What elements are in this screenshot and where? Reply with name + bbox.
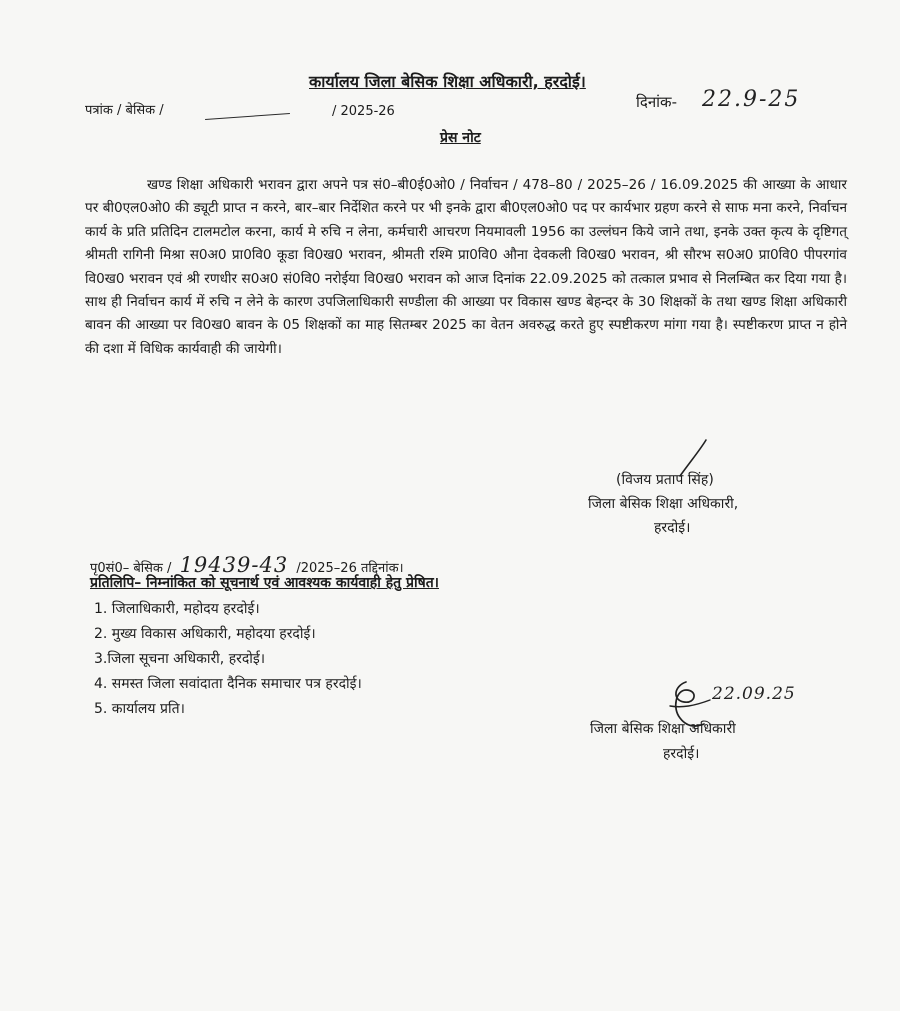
copy-list-item: 1. जिलाधिकारी, महोदय हरदोई। [94, 601, 260, 617]
endorsement-suffix: /2025–26 तद्दिनांक। [296, 561, 404, 576]
signatory-name: (विजय प्रताप सिंह) [616, 472, 714, 488]
signatory-designation: जिला बेसिक शिक्षा अधिकारी, [588, 496, 739, 512]
press-note-heading: प्रेस नोट [440, 130, 481, 146]
endorsement-prefix: पृ0सं0– बेसिक / [90, 561, 172, 576]
copy-heading: प्रतिलिपि– निम्नांकित को सूचनार्थ एवं आवश्यक कार्यवाही हेतु प्रेषित। [90, 575, 439, 591]
reference-prefix: पत्रांक / बेसिक / [85, 103, 164, 118]
signatory-place: हरदोई। [654, 520, 691, 536]
copy-list-item: 2. मुख्य विकास अधिकारी, महोदया हरदोई। [94, 626, 316, 642]
endorsement-number: 19439-43 [179, 553, 289, 577]
copy-list-item: 3.जिला सूचना अधिकारी, हरदोई। [94, 651, 266, 667]
press-note-body: खण्ड शिक्षा अधिकारी भरावन द्वारा अपने पत्र सं0–बी0ई0ओ0 / निर्वाचन / 478–80 / 2025–26 / 16.09.2025 की आख्या के आधार पर बी0एल0ओ0 की ड्यूटी प्राप्त न करने, बार–बार निर्देशित करने पर भी इनके द्वारा बी0एल0ओ0 पद पर कार्यभार ग्रहण करने से साफ मना करने, निर्वाचन कार्य के प्रति प्रतिदिन टालमटोल करना, कार्य मे रुचि न लेना, कर्मचारी आचरण नियमावली 1956 का उल्लंघन किये जाने तथा, इनके उक्त कृत्य के दृष्टिगत् श्रीमती रागिनी मिश्रा स0अ0 प्रा0वि0 कूडा वि0ख0 भरावन, श्रीमती रश्मि प्रा0वि0 औना देवकली वि0ख0 भरावन, श्री सौरभ स0अ0 प्रा0वि0 पीपरगांव वि0ख0 भरावन एवं श्री रणधीर स0अ0 सं0वि0 नरोईया वि0ख0 भरावन को आज दिनांक 22.09.2025 को तत्काल प्रभाव से निलम्बित कर दिया गया है। साथ ही निर्वाचन कार्य में रुचि न लेने के कारण उपजिलाधिकारी सण्डीला की आख्या पर विकास खण्ड बेहन्दर के 30 शिक्षकों के तथा खण्ड शिक्षा अधिकारी बावन की आख्या पर वि0ख0 बावन के 05 शिक्षकों का माह सितम्बर 2025 का वेतन अवरुद्ध करते हुए स्पष्टीकरण मांगा गया है। स्पष्टीकरण प्राप्त न होने की दशा में विधिक कार्यवाही की जायेगी। [85, 177, 847, 357]
reference-blank-line [205, 113, 290, 120]
signatory-block [588, 468, 788, 540]
date-label: दिनांक- [636, 93, 677, 111]
second-signature-date: 22.09.25 [712, 684, 796, 704]
copy-list-item: 4. समस्त जिला सवांदाता दैनिक समाचार पत्र हरदोई। [94, 676, 362, 692]
second-signatory-designation: जिला बेसिक शिक्षा अधिकारी [590, 721, 736, 737]
handwritten-date: 22.9-25 [702, 87, 801, 112]
copy-list [94, 597, 362, 722]
copy-list-item: 5. कार्यालय प्रति। [94, 701, 185, 717]
second-signatory-place: हरदोई। [663, 746, 700, 762]
office-title: कार्यालय जिला बेसिक शिक्षा अधिकारी, हरदोई। [309, 72, 586, 91]
reference-year: / 2025-26 [332, 104, 395, 119]
